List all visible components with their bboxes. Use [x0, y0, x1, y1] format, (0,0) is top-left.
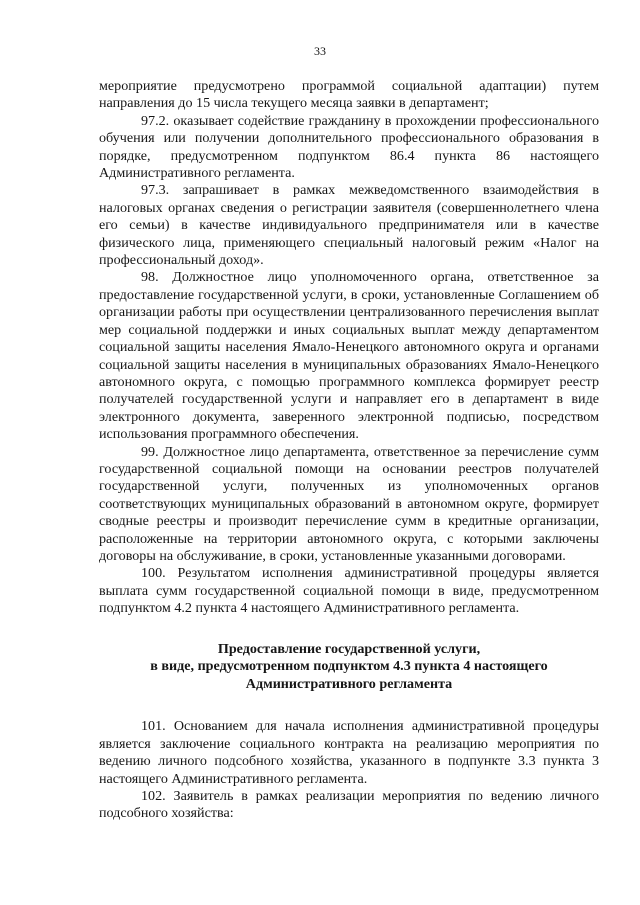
document-body	[99, 78, 599, 823]
paragraph-102: 102. Заявитель в рамках реализации мероприятия по ведению личного подсобного хозяйства:	[99, 788, 599, 822]
paragraph-100: 100. Результатом исполнения административной процедуры является выплата сумм государственной социальной помощи в виде, предусмотренном подпунктом 4.2 пункта 4 настоящего Административного регламента.	[99, 565, 599, 617]
section-heading-line-2: в виде, предусмотренном подпунктом 4.3 пункта 4 настоящего	[150, 658, 548, 675]
section-heading-line-1: Предоставление государственной услуги,	[217, 640, 481, 657]
paragraph-99: 99. Должностное лицо департамента, ответственное за перечисление сумм государственной социальной помощи на основании реестров получателей государственной услуги, полученных из уполномоченных органов соответствующих муниципальных образований в автономном округе, формирует сводные реестры и производит перечисление сумм в кредитные организации, расположенные на территории автономного округа, с которыми заключены договоры на обслуживание, в сроки, установленные указанными договорами.	[99, 443, 599, 564]
paragraph-continuation: мероприятие предусмотрено программой социальной адаптации) путем направления до 15 числа текущего месяца заявки в департамент;	[99, 78, 599, 112]
section-heading	[99, 641, 599, 694]
paragraph-101: 101. Основанием для начала исполнения административной процедуры является заключение социального контракта на реализацию мероприятия по ведению личного подсобного хозяйства, указанного в подпункте 3.3 пункта 3 настоящего Административного регламента.	[99, 718, 599, 787]
paragraph-98: 98. Должностное лицо уполномоченного органа, ответственное за предоставление государственной услуги, в сроки, установленные Соглашением об организации работы при осуществлении централизованного перечисления выплат мер социальной поддержки и иных социальных выплат между департаментом социальной защиты населения Ямало-Ненецкого автономного округа и органами социальной защиты населения в муниципальных образованиях Ямало-Ненецкого автономного округа, с помощью программного комплекса формирует реестр получателей государственной услуги и направляет его в департамент в виде электронного документа, заверенного электронной подписью, посредством использования программного обеспечения.	[99, 269, 599, 443]
paragraph-97-2: 97.2. оказывает содействие гражданину в прохождении профессионального обучения или получении дополнительного профессионального образования в порядке, предусмотренном подпунктом 86.4 пункта 86 настоящего Административного регламента.	[99, 112, 599, 182]
page-number: 33	[314, 44, 326, 58]
paragraph-97-3: 97.3. запрашивает в рамках межведомственного взаимодействия в налоговых органах сведения о регистрации заявителя (совершеннолетнего члена его семьи) в качестве индивидуального предпринимателя или в качестве физического лица, применяющего специальный налоговый режим «Налог на профессиональный доход».	[99, 182, 599, 269]
section-heading-line-3: Административного регламента	[245, 675, 453, 692]
